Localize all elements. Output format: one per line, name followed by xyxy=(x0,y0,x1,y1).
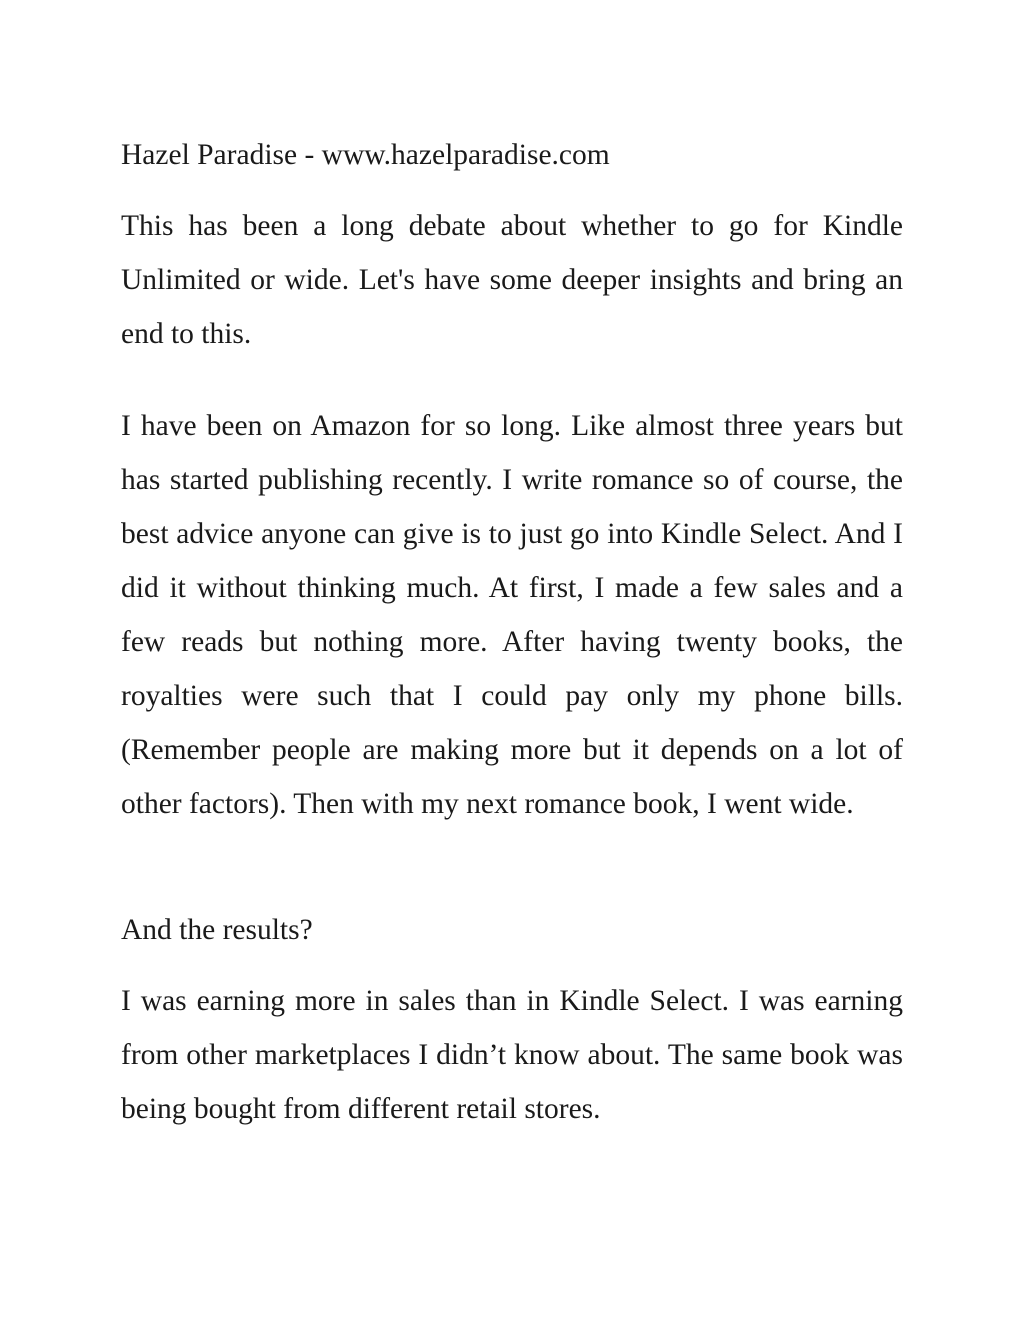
page-header: Hazel Paradise - www.hazelparadise.com xyxy=(121,139,610,171)
paragraph-amazon-experience: I have been on Amazon for so long. Like almost three years but has started publishing recently. I write romance so of course, the best advice anyone can give is to just go into Kindle Select. And I did it without thinking much. At first, I made a few sales and a few reads but nothing more. After having twenty books, the royalties were such that I could pay only my phone bills. (Remember people are making more but it depends on a lot of other factors). Then with my next romance book, I went wide. xyxy=(121,410,903,820)
paragraph-results: I was earning more in sales than in Kindle Select. I was earning from other marketplaces I didn’t know about. The same book was being bought from different retail stores. xyxy=(121,985,903,1125)
paragraph-intro: This has been a long debate about whether to go for Kindle Unlimited or wide. Let's have some deeper insights and bring an end to this. xyxy=(121,210,903,350)
paragraph-question: And the results? xyxy=(121,914,313,946)
